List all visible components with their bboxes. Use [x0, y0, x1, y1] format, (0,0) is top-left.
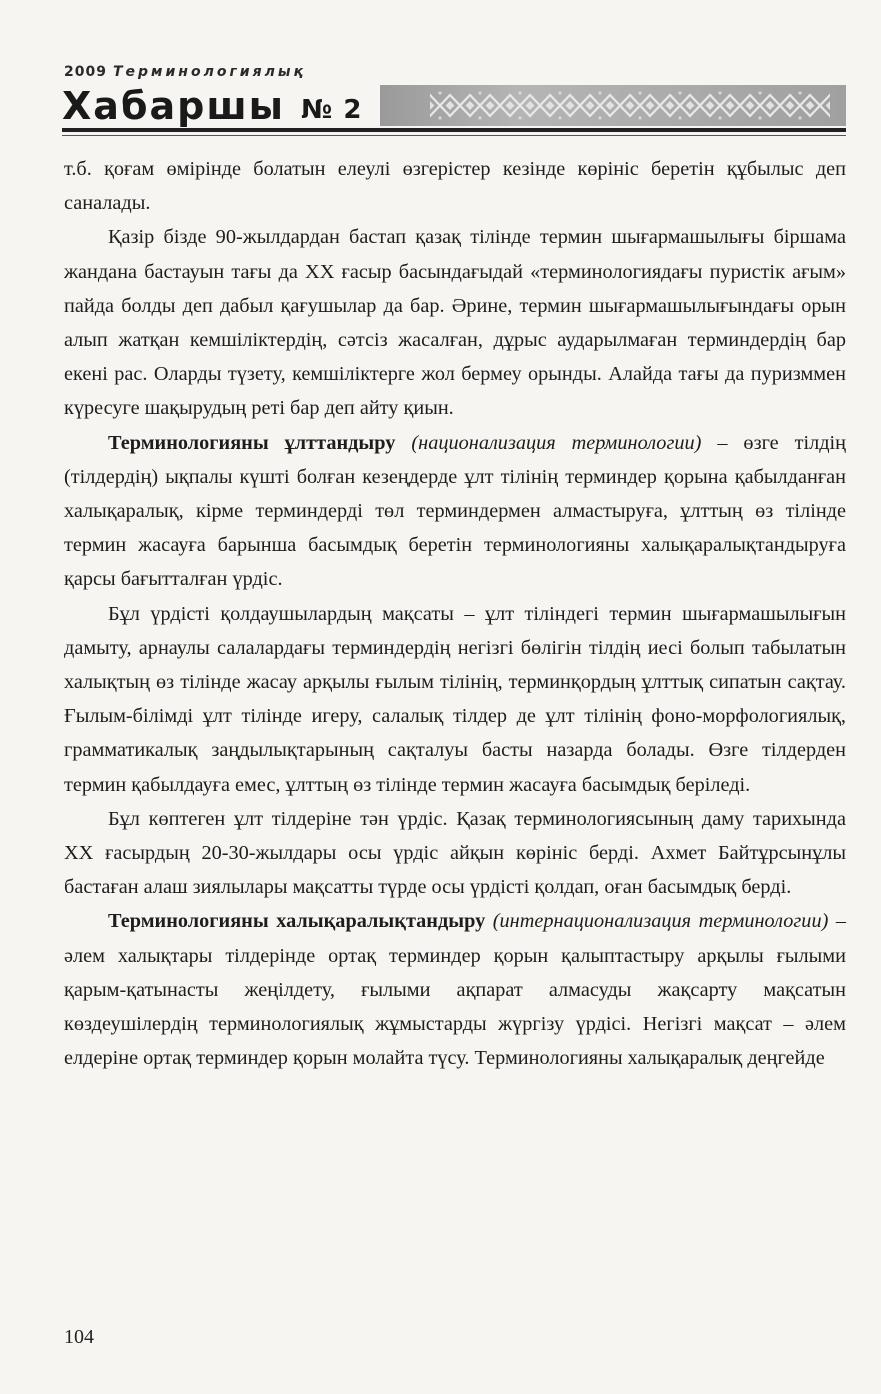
- header-subtitle-line: [64, 64, 306, 80]
- term-heading: Терминологияны халықаралықтандыру: [108, 910, 486, 933]
- term-gloss: (интернационализация терминологии): [492, 910, 829, 933]
- body-text: [64, 152, 846, 1075]
- header-subtitle: Терминологиялық: [112, 64, 306, 80]
- header-year: 2009: [64, 64, 107, 80]
- paragraph-1: т.б. қоғам өмірінде болатын елеулі өзгерістер кезінде көрініс беретін құбылыс деп саналады.: [64, 158, 846, 215]
- header-title: Хабаршы: [62, 84, 286, 128]
- paragraph-6: Терминологияны халықаралықтандыру (интернационализация терминологии) – әлем халықтары тілдерінде ортақ терминдер қорын қалыптастыру арқылы ғылыми қарым-қатынасты жеңілдету, ғылыми ақпарат алмасуды жақсарту мақсатын көздеушілердің терминологиялық жұмыстарды жүргізу үрдісі. Негізгі мақсат – әлем елдеріне ортақ терминдер қорын молайта түсу. Терминологияны халықаралық деңгейде: [64, 910, 847, 1070]
- page-number: 104: [64, 1326, 94, 1348]
- header-rule-thick: [62, 128, 846, 132]
- term-gloss: (национализация терминологии): [411, 431, 702, 454]
- paragraph-4: Бұл үрдісті қолдаушылардың мақсаты – ұлт тіліндегі термин шығармашылығын дамыту, арнаулы салалардағы терминдердің негізгі бөлігін тілдің иесі болып табылатын халықтың өз тілінде жасау арқылы ғылым тілінің, терминқордың ұлттық сипатын сақтау. Ғылым-білімді ұлт тілінде игеру, салалық тілдер де ұлт тілінің фоно-морфологиялық, грамматикалық заңдылықтарының сақталуы басты назарда болады. Өзге тілдерден термин қабылдауға емес, ұлттың өз тілінде термин жасауға басымдық беріледі.: [64, 602, 846, 796]
- term-heading: Терминологияны ұлттандыру: [108, 431, 396, 454]
- paragraph-2: Қазір бізде 90-жылдардан бастап қазақ тілінде термин шығармашылығы біршама жандана бастауын тағы да ХХ ғасыр басындағыдай «терминологиядағы пуристік ағым» пайда болды деп дабыл қағушылар да бар. Әрине, термин шығармашылығындағы орын алып жатқан кемшіліктердің, сәтсіз жасалған, дұрыс аударылмаған терминдердің бар екені рас. Оларды түзету, кемшіліктерге жол бермеу орынды. Алайда тағы да пуризммен күресуге шақырудың реті бар деп айту қиын.: [64, 226, 846, 420]
- paragraph-5: Бұл көптеген ұлт тілдеріне тән үрдіс. Қазақ терминологиясының даму тарихында ХХ ғасырдың 20-30-жылдары осы үрдіс айқын көрініс берді. Ахмет Байтұрсынұлы бастаған алаш зиялылары мақсатты түрде осы үрдісті қолдап, оған басымдық берді.: [64, 807, 846, 899]
- header-issue: № 2: [301, 95, 363, 125]
- header-rule-thin: [62, 135, 846, 136]
- ornament-band: [380, 85, 846, 126]
- ornament-pattern-icon: [380, 85, 846, 126]
- header-title-line: [62, 82, 362, 128]
- paragraph-3: Терминологияны ұлттандыру (национализация терминологии) – өзге тілдің (тілдердің) ықпалы күшті болған кезеңдерде ұлт тілінің терминдер қорына қабылданған халықаралық, кірме терминдерді төл терминдермен алмастыруға, ұлттың өз тілінде термин жасауға барынша басымдық беретін терминологияны халықаралықтандыруға қарсы бағытталған үрдіс.: [64, 431, 847, 591]
